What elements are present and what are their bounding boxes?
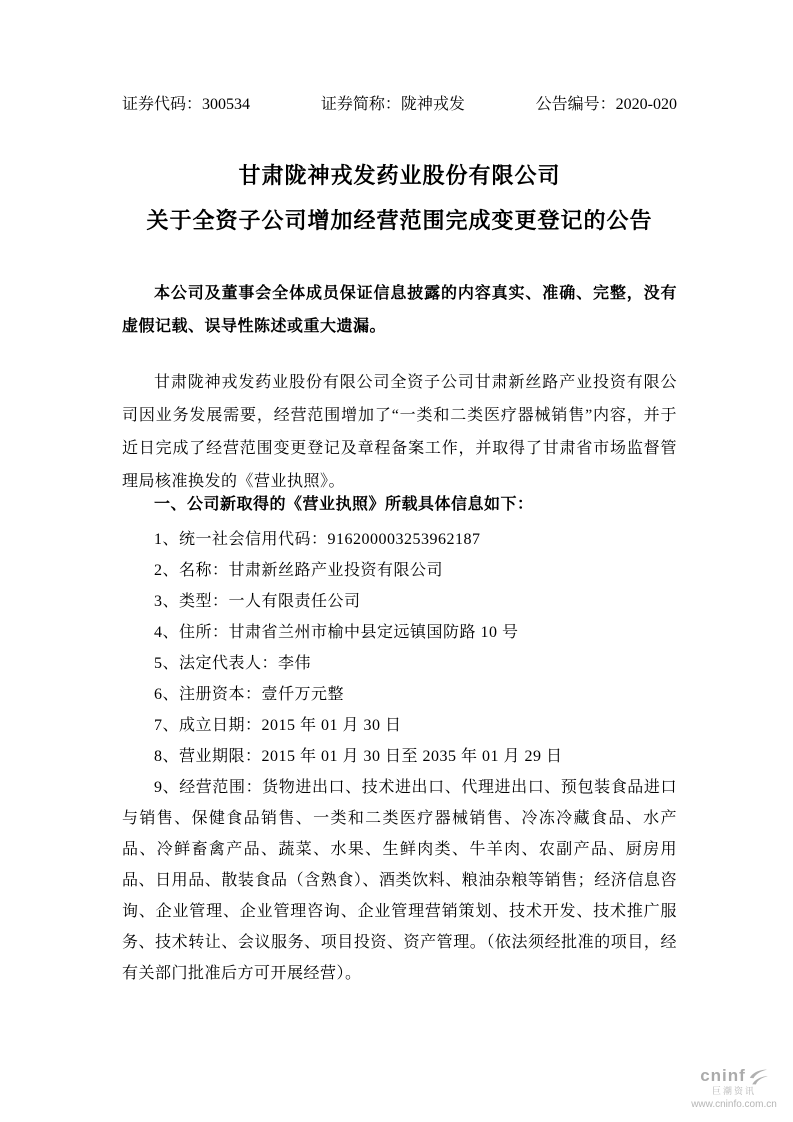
- license-item-establish-date: 7、成立日期：2015 年 01 月 30 日: [154, 717, 402, 734]
- cninfo-swoosh-icon: [748, 1068, 768, 1086]
- cninfo-logo-text: cninf: [700, 1066, 746, 1086]
- document-title: [122, 153, 677, 243]
- announcement-subject-title: 关于全资子公司增加经营范围完成变更登记的公告: [146, 208, 653, 233]
- cninfo-logo-row: [679, 1067, 789, 1086]
- license-item-legal-representative: 5、法定代表人：李伟: [154, 655, 312, 672]
- license-item-business-term: 8、营业期限：2015 年 01 月 30 日至 2035 年 01 月 29 日: [154, 748, 563, 765]
- security-code: 证券代码：300534: [122, 96, 251, 113]
- company-name-title: 甘肃陇神戎发药业股份有限公司: [238, 163, 561, 188]
- cninfo-watermark: [679, 1067, 789, 1110]
- license-item-business-scope: 9、经营范围：货物进出口、技术进出口、代理进出口、预包装食品进口与销售、保健食品销售、一类和二类医疗器械销售、冷冻冷藏食品、水产品、冷鲜畜禽产品、蔬菜、水果、生鲜肉类、牛羊肉、农副产品、厨房用品、日用品、散装食品（含熟食）、酒类饮料、粮油杂粮等销售；经济信息咨询、企业管理、企业管理咨询、企业管理营销策划、技术开发、技术推广服务、技术转让、会议服务、项目投资、资产管理。（依法须经批准的项目，经有关部门批准后方可开展经营）。: [122, 779, 677, 982]
- license-item-company-type: 3、类型：一人有限责任公司: [154, 593, 361, 610]
- cninfo-url: www.cninfo.com.cn: [691, 1099, 777, 1110]
- security-short-name: 证券简称：陇神戎发: [320, 96, 465, 113]
- business-license-section: [122, 493, 677, 989]
- license-item-registered-capital: 6、注册资本：壹仟万元整: [154, 686, 345, 703]
- announcement-number: 公告编号：2020-020: [535, 96, 677, 113]
- board-disclaimer-paragraph: 本公司及董事会全体成员保证信息披露的内容真实、准确、完整，没有虚假记载、误导性陈述或重大遗漏。: [122, 285, 677, 335]
- intro-paragraph: 甘肃陇神戎发药业股份有限公司全资子公司甘肃新丝路产业投资有限公司因业务发展需要，经营范围增加了“一类和二类医疗器械销售”内容，并于近日完成了经营范围变更登记及章程备案工作，并取得了甘肃省市场监督管理局核准换发的《营业执照》。: [122, 374, 677, 490]
- cninfo-brand-cn: 巨潮资讯: [711, 1086, 756, 1097]
- license-item-company-name: 2、名称：甘肃新丝路产业投资有限公司: [154, 562, 444, 579]
- license-item-address: 4、住所：甘肃省兰州市榆中县定远镇国防路 10 号: [154, 624, 519, 641]
- document-header-row: [122, 94, 677, 116]
- license-item-credit-code: 1、统一社会信用代码：916200003253962187: [154, 531, 481, 548]
- section-one-heading: 一、公司新取得的《营业执照》所载具体信息如下：: [154, 496, 534, 513]
